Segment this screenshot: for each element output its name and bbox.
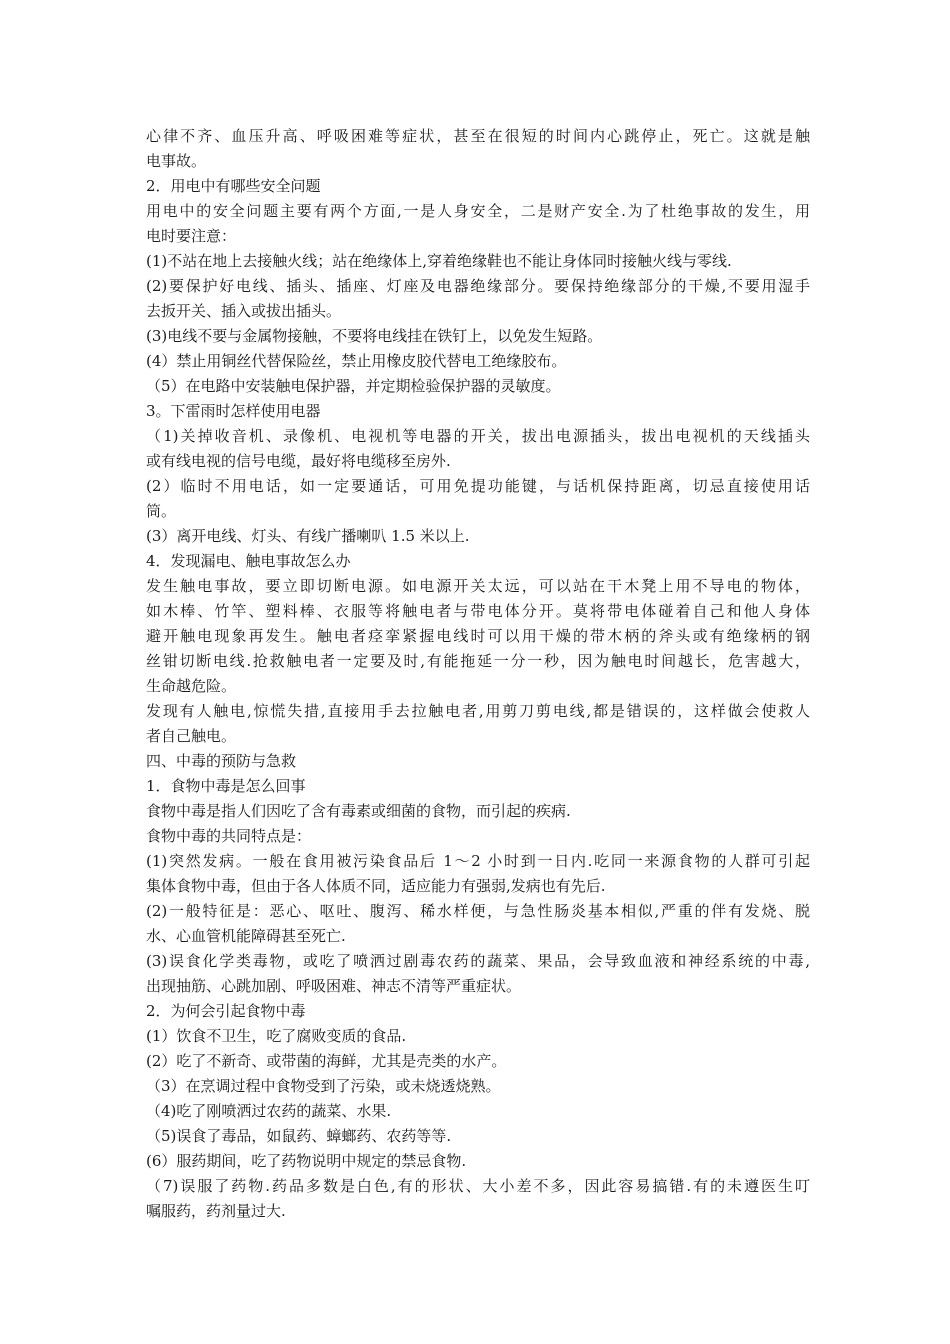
- text-line: 四、中毒的预防与急救: [146, 752, 297, 770]
- text-line: 发生触电事故，要立即切断电源。如电源开关太远，可以站在干木凳上用不导电的物体，: [146, 577, 810, 595]
- text-line: 用电中的安全问题主要有两个方面,一是人身安全，二是财产安全.为了杜绝事故的发生，用: [146, 202, 810, 220]
- text-line: (6）服药期间，吃了药物说明中规定的禁忌食物.: [146, 1152, 467, 1170]
- text-line: 者自己触电。: [146, 727, 237, 745]
- text-line: 如木棒、竹竿、塑料棒、衣服等将触电者与带电体分开。莫将带电体碰着自己和他人身体: [146, 602, 810, 620]
- text-line: (4）禁止用铜丝代替保险丝，禁止用橡皮胶代替电工绝缘胶布。: [146, 352, 567, 370]
- text-line: 或有线电视的信号电缆，最好将电缆移至房外.: [146, 452, 451, 470]
- text-line: （5)误食了毒品，如鼠药、蟑螂药、农药等等.: [146, 1127, 452, 1145]
- text-line: (3）离开电线、灯头、有线广播喇叭 1.5 米以上.: [146, 527, 470, 545]
- text-line: （1)关掉收音机、录像机、电视机等电器的开关，拔出电源插头，拔出电视机的天线插头: [146, 427, 810, 445]
- text-line: 食物中毒是指人们因吃了含有毒素或细菌的食物，而引起的疾病.: [146, 802, 571, 820]
- text-line: （4)吃了刚喷洒过农药的蔬菜、水果.: [146, 1102, 392, 1120]
- text-line: (3)电线不要与金属物接触，不要将电线挂在铁钉上，以免发生短路。: [146, 327, 603, 345]
- text-line: （5）在电路中安装触电保护器，并定期检验保护器的灵敏度。: [146, 377, 561, 395]
- text-line: (2）临时不用电话，如一定要通话，可用免提功能键，与话机保持距离，切忌直接使用话: [146, 477, 810, 495]
- text-line: (1)不站在地上去接触火线；站在绝缘体上,穿着绝缘鞋也不能让身体同时接触火线与零线.: [146, 252, 732, 270]
- text-line: 集体食物中毒，但由于各人体质不同，适应能力有强弱,发病也有先后.: [146, 877, 606, 895]
- text-line: 水、心血管机能障碍甚至死亡.: [146, 927, 346, 945]
- text-line: 丝钳切断电线.抢救触电者一定要及时,有能拖延一分一秒，因为触电时间越长，危害越大，: [146, 652, 810, 670]
- document-body: [146, 124, 810, 1224]
- text-line: 出现抽筋、心跳加剧、呼吸困难、神志不清等严重症状。: [146, 977, 522, 995]
- text-line: (2）吃了不新奇、或带菌的海鲜，尤其是壳类的水产。: [146, 1052, 507, 1070]
- text-line: 电事故。: [146, 152, 207, 170]
- text-line: 4．发现漏电、触电事故怎么办: [146, 552, 351, 570]
- text-line: （3）在烹调过程中食物受到了污染，或未烧透烧熟。: [146, 1077, 501, 1095]
- text-line: 生命越危险。: [146, 677, 237, 695]
- text-line: 发现有人触电,惊慌失措,直接用手去拉触电者,用剪刀剪电线,都是错误的，这样做会使救人: [146, 702, 810, 720]
- text-line: 1．食物中毒是怎么回事: [146, 777, 306, 795]
- text-line: 去扳开关、插入或拔出插头。: [146, 302, 342, 320]
- text-line: (2)一般特征是：恶心、呕吐、腹泻、稀水样便，与急性肠炎基本相似,严重的伴有发烧、脱: [146, 902, 810, 920]
- text-line: 3。下雷雨时怎样使用电器: [146, 402, 321, 420]
- text-line: 嘱服药，药剂量过大.: [146, 1202, 286, 1220]
- text-line: 2．用电中有哪些安全问题: [146, 177, 321, 195]
- text-line: (3)误食化学类毒物，或吃了喷洒过剧毒农药的蔬菜、果品，会导致血液和神经系统的中毒,: [146, 952, 810, 970]
- text-line: (2)要保护好电线、插头、插座、灯座及电器绝缘部分。要保持绝缘部分的干燥,不要用湿手: [146, 277, 810, 295]
- text-line: 食物中毒的共同特点是：: [146, 827, 312, 845]
- text-line: 筒。: [146, 502, 177, 520]
- text-line: 心律不齐、血压升高、呼吸困难等症状，甚至在很短的时间内心跳停止，死亡。这就是触: [146, 127, 810, 145]
- text-line: 电时要注意：: [146, 227, 237, 245]
- text-line: （7)误服了药物.药品多数是白色,有的形状、大小差不多，因此容易搞错.有的未遵医生叮: [146, 1177, 810, 1195]
- text-line: 2．为何会引起食物中毒: [146, 1002, 306, 1020]
- text-line: (1）饮食不卫生，吃了腐败变质的食品.: [146, 1027, 407, 1045]
- text-line: (1)突然发病。一般在食用被污染食品后 1～2 小时到一日内.吃同一来源食物的人群可引起: [146, 852, 810, 870]
- text-line: 避开触电现象再发生。触电者痉挛紧握电线时可以用干燥的带木柄的斧头或有绝缘柄的钢: [146, 627, 810, 645]
